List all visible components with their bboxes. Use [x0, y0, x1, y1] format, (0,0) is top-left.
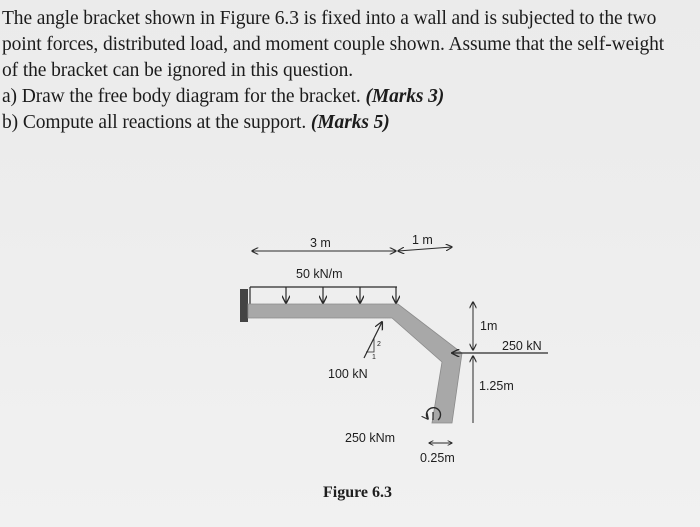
part-a-marks: (Marks 3) — [365, 86, 445, 107]
udl-label: 50 kN/m — [296, 267, 343, 281]
force-250kn-label: 250 kN — [502, 339, 542, 353]
dim-3m-label: 3 m — [310, 236, 331, 250]
part-a-text: a) Draw the free body diagram for the bracket. — [2, 86, 366, 107]
dim-1m-top-label: 1 m — [412, 233, 433, 247]
slope-run: 1 — [372, 354, 376, 361]
part-b-marks: (Marks 5) — [310, 112, 390, 133]
question-line-2: point forces, distributed load, and moment couple shown. Assume that the self-weight — [2, 34, 665, 55]
part-b-text: b) Compute all reactions at the support. — [2, 112, 311, 133]
slope-rise: 2 — [377, 341, 381, 348]
force-100kn — [364, 322, 382, 358]
question-line-3: of the bracket can be ignored in this question. — [2, 60, 354, 81]
moment-label: 250 kNm — [345, 431, 396, 445]
bracket-member — [248, 304, 462, 423]
force-100kn-label: 100 kN — [328, 367, 368, 381]
dim-125-label: 1.25m — [479, 379, 514, 393]
wall-support — [240, 289, 248, 322]
dim-1m-top-line — [398, 247, 452, 251]
figure-caption: Figure 6.3 — [323, 484, 393, 501]
question-line-1: The angle bracket shown in Figure 6.3 is fixed into a wall and is subjected to the two — [2, 8, 657, 29]
distributed-load — [250, 287, 397, 304]
dim-025-label: 0.25m — [420, 451, 455, 465]
dim-1m-right-label: 1m — [480, 319, 498, 333]
